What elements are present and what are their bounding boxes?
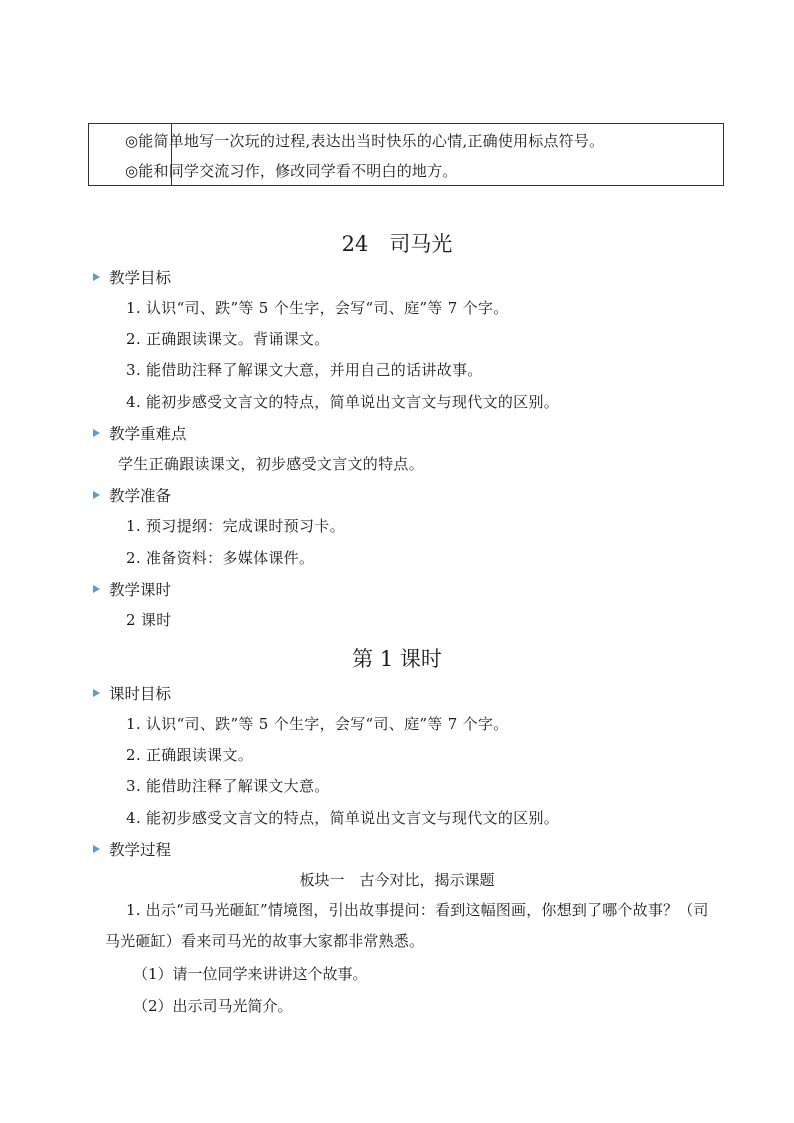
process-sub-item-2: （2）出示司马光简介。 (133, 997, 293, 1015)
goal-item-4: 4. 能初步感受文言文的特点，简单说出文言文与现代文的区别。 (126, 393, 560, 411)
periods-text: 2 课时 (126, 611, 172, 629)
section-heading-process (93, 838, 171, 860)
section-heading-periods (93, 578, 171, 600)
section-heading-label: 教学课时 (109, 581, 172, 599)
period-goal-item-4: 4. 能初步感受文言文的特点，简单说出文言文与现代文的区别。 (126, 809, 560, 827)
lesson-title: 24 司马光 (341, 232, 453, 256)
period-title: 第 1 课时 (352, 647, 442, 671)
goal-item-1: 1. 认识“司、跌”等 5 个生字，会写“司、庭”等 7 个字。 (126, 299, 509, 317)
table-line-1: ◎能简单地写一次玩的过程,表达出当时快乐的心情,正确使用标点符号。 (125, 132, 605, 150)
period-goal-item-3: 3. 能借助注释了解课文大意。 (126, 777, 330, 795)
section-heading-label: 教学过程 (109, 841, 172, 859)
section-heading-goals (93, 266, 171, 288)
table-line-2: ◎能和同学交流习作，修改同学看不明白的地方。 (125, 162, 458, 180)
triangle-bullet-icon (93, 491, 100, 499)
goal-item-3: 3. 能借助注释了解课文大意，并用自己的话讲故事。 (126, 361, 483, 379)
section-heading-period-goals (93, 682, 171, 704)
key-points-text: 学生正确跟读课文，初步感受文言文的特点。 (118, 455, 425, 473)
process-sub-item-1: （1）请一位同学来讲讲这个故事。 (133, 965, 368, 983)
section-heading-label: 课时目标 (109, 685, 172, 703)
section-heading-label: 教学目标 (109, 269, 172, 287)
goal-item-2: 2. 正确跟读课文。背诵课文。 (126, 330, 330, 348)
section-heading-label: 教学重难点 (109, 425, 187, 443)
prep-item-1: 1. 预习提纲：完成课时预习卡。 (126, 517, 345, 535)
prep-item-2: 2. 准备资料：多媒体课件。 (126, 549, 315, 567)
process-paragraph: 1. 出示“司马光砸缸”情境图，引出故事提问：看到这幅图画，你想到了哪个故事？（司马光砸缸）看来司马光的故事大家都非常熟悉。 (105, 901, 709, 950)
block-title: 板块一 古今对比，揭示课题 (299, 871, 495, 889)
section-heading-preparation (93, 484, 171, 506)
section-heading-label: 教学准备 (109, 487, 172, 505)
period-goal-item-1: 1. 认识“司、跌”等 5 个生字，会写“司、庭”等 7 个字。 (126, 715, 509, 733)
period-goal-item-2: 2. 正确跟读课文。 (126, 746, 254, 764)
triangle-bullet-icon (93, 273, 100, 281)
triangle-bullet-icon (93, 689, 100, 697)
triangle-bullet-icon (93, 585, 100, 593)
section-heading-key-points (93, 422, 187, 444)
triangle-bullet-icon (93, 429, 100, 437)
triangle-bullet-icon (93, 845, 100, 853)
